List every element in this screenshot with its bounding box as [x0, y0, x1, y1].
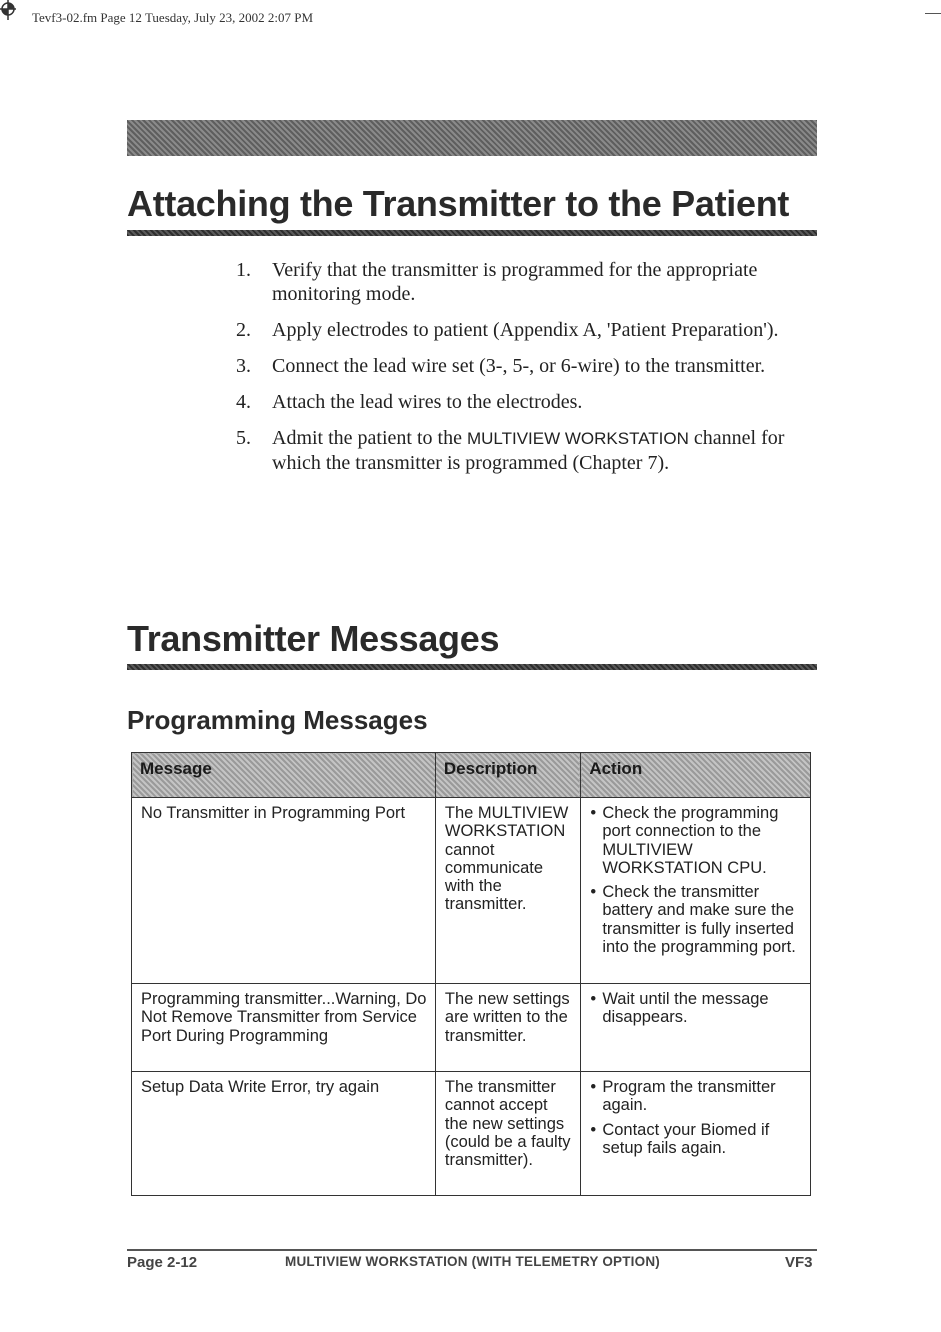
description-cell: The transmitter cannot accept the new settings (could be a faulty transmitter). — [435, 1072, 580, 1196]
print-header: Tevf3-02.fm Page 12 Tuesday, July 23, 2002 2:07 PM — [32, 10, 313, 25]
step-text: Connect the lead wire set (3-, 5-, or 6-wire) to the transmitter. — [272, 355, 766, 377]
step-number: 1. — [236, 259, 251, 281]
footer-rule — [127, 1249, 817, 1251]
message-cell: Setup Data Write Error, try again — [132, 1072, 436, 1196]
messages-table — [131, 752, 811, 1196]
table-row — [132, 984, 811, 1072]
step-text: Apply electrodes to patient (Appendix A, 'Patient Preparation'). — [272, 319, 779, 341]
action-item: • Wait until the message disappears. — [590, 990, 802, 1027]
footer-code: VF3 — [785, 1254, 813, 1271]
action-item: • Contact your Biomed if setup fails again. — [590, 1121, 802, 1158]
step-text-before: Admit the patient to the — [272, 427, 467, 449]
step-number: 5. — [236, 427, 251, 449]
action-cell — [581, 984, 811, 1072]
step-item — [236, 318, 826, 342]
step-item — [236, 258, 826, 306]
crop-mark — [925, 13, 941, 14]
action-item: • Check the programming port connection to the MULTIVIEW WORKSTATION CPU. — [590, 804, 802, 877]
steps-list — [236, 258, 826, 487]
step-number: 4. — [236, 391, 251, 413]
step-text: Attach the lead wires to the electrodes. — [272, 391, 583, 413]
section-title-attaching: Attaching the Transmitter to the Patient — [127, 183, 790, 224]
section-title-messages: Transmitter Messages — [127, 618, 500, 659]
column-header-action: Action — [581, 753, 811, 798]
table-row — [132, 1072, 811, 1196]
action-cell — [581, 798, 811, 984]
action-cell — [581, 1072, 811, 1196]
column-header-message: Message — [132, 753, 436, 798]
product-name: MULTIVIEW WORKSTATION — [466, 429, 689, 448]
registration-mark-icon — [0, 0, 22, 22]
step-item — [236, 426, 826, 475]
step-item — [236, 390, 826, 414]
footer-title: MULTIVIEW WORKSTATION (WITH TELEMETRY OPTION) — [285, 1254, 660, 1269]
description-cell: The MULTIVIEW WORKSTATION cannot communicate with the transmitter. — [435, 798, 580, 984]
message-cell: Programming transmitter...Warning, Do Not Remove Transmitter from Service Port During Programming — [132, 984, 436, 1072]
footer-page-number: Page 2-12 — [127, 1254, 198, 1271]
title-rule — [127, 230, 817, 236]
step-text-after: channel for which the transmitter is programmed (Chapter 7). — [272, 427, 785, 474]
table-header-row — [132, 753, 811, 798]
step-text: Verify that the transmitter is programmed for the appropriate monitoring mode. — [272, 259, 758, 305]
action-item: • Program the transmitter again. — [590, 1078, 802, 1115]
subsection-title: Programming Messages — [127, 705, 428, 735]
section-banner — [127, 120, 817, 156]
column-header-description: Description — [435, 753, 580, 798]
step-number: 3. — [236, 355, 251, 377]
step-number: 2. — [236, 319, 251, 341]
title-rule — [127, 664, 817, 670]
description-cell: The new settings are written to the transmitter. — [435, 984, 580, 1072]
table-row — [132, 798, 811, 984]
step-item — [236, 354, 826, 378]
action-item: • Check the transmitter battery and make sure the transmitter is fully inserted into the programming port. — [590, 883, 802, 956]
message-cell: No Transmitter in Programming Port — [132, 798, 436, 984]
